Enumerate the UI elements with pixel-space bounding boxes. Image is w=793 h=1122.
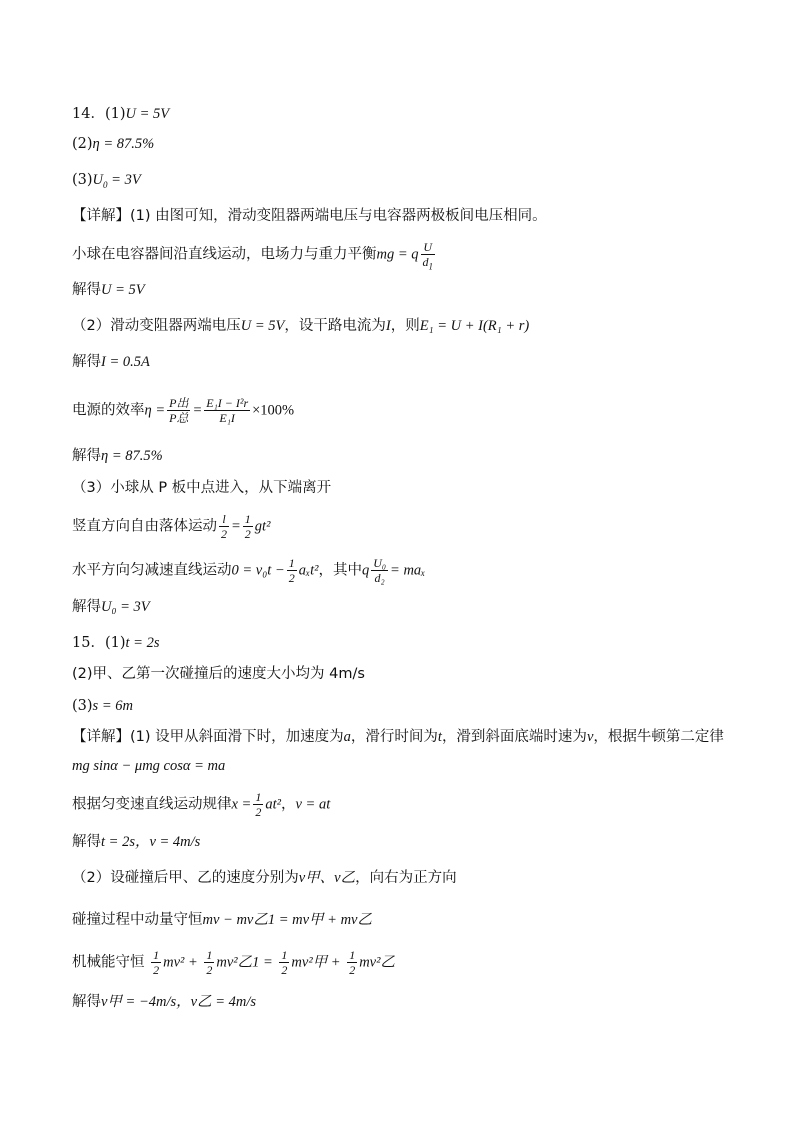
fraction xyxy=(243,512,253,541)
detail-text: （2）设碰撞后甲、乙的速度分别为 xyxy=(72,870,299,886)
equation: v甲 = −4m/s，v乙 = 4m/s xyxy=(101,994,257,1010)
numerator: P出 xyxy=(169,396,189,410)
q14-answer-2-prefix: (2) xyxy=(72,136,93,152)
detail-text: ，其中 xyxy=(318,562,362,579)
detail-text: ，向右为正方向 xyxy=(355,870,457,886)
q14-detail-6 xyxy=(72,396,294,425)
detail-text: 解得 xyxy=(72,599,101,615)
equation: v = at xyxy=(295,796,331,813)
q14-detail-7 xyxy=(72,446,163,466)
q14-detail-8 xyxy=(72,478,331,498)
fraction xyxy=(279,948,289,977)
equation: U₀ = 3V xyxy=(101,599,150,615)
denominator: 2 xyxy=(349,963,356,977)
denominator xyxy=(421,255,436,272)
denominator: 2 xyxy=(153,963,160,977)
q15-detail-5 xyxy=(72,868,457,888)
symbol: a xyxy=(343,729,351,745)
q15-answer-2-text: (2)甲、乙第一次碰撞后的速度大小均为 4m/s xyxy=(72,666,365,682)
equation: t = 2s，v = 4m/s xyxy=(101,834,201,850)
detail-tag: 【详解】 xyxy=(72,729,130,745)
denominator: 2 xyxy=(244,527,251,541)
denominator: E₁I xyxy=(219,411,235,425)
equation: mv²乙 xyxy=(359,954,395,971)
equation: U = 5V xyxy=(101,282,145,298)
detail-text: 解得 xyxy=(72,282,101,298)
equation: U = 5V xyxy=(240,318,285,334)
detail-text: 竖直方向自由落体运动 xyxy=(72,518,217,535)
equation: x = xyxy=(231,796,252,813)
numerator: 1 xyxy=(281,948,288,962)
detail-text: 根据匀变速直线运动规律 xyxy=(72,796,232,813)
symbol: q xyxy=(361,562,370,579)
symbol: t xyxy=(437,729,442,745)
detail-text: 碰撞过程中动量守恒 xyxy=(72,912,203,928)
denominator: 2 xyxy=(281,963,288,977)
symbol: v xyxy=(586,729,594,745)
detail-text: （2）滑动变阻器两端电压 xyxy=(72,318,241,334)
denominator: 2 xyxy=(206,963,213,977)
detail-text: 解得 xyxy=(72,994,101,1010)
q14-answer-3-prefix: (3) xyxy=(72,172,93,188)
q14-detail-5 xyxy=(72,352,150,372)
numerator: E₁I − I²r xyxy=(206,396,249,410)
q15-detail-8 xyxy=(72,992,256,1012)
q15-detail-3 xyxy=(72,790,330,819)
equation: v甲、v乙 xyxy=(298,870,356,886)
q14-answer-3-sub: 0 xyxy=(103,179,108,190)
denominator-symbol: d xyxy=(422,255,429,269)
equation: 0 = v₀t − xyxy=(231,562,285,579)
q14-answer-3-symbol: U xyxy=(92,172,104,188)
numerator: 1 xyxy=(349,948,356,962)
q14-detail-2 xyxy=(72,240,437,272)
equation: at² xyxy=(265,796,281,813)
fraction xyxy=(347,948,357,977)
denominator: P总 xyxy=(169,411,189,425)
fraction xyxy=(204,396,250,425)
equation: mv − mv乙1 = mv甲 + mv乙 xyxy=(202,912,372,928)
equation: = maₓ xyxy=(390,562,426,579)
equation: I = 0.5A xyxy=(101,354,150,370)
numerator: 1 xyxy=(288,556,295,570)
q14-answer-1 xyxy=(72,104,169,124)
equation: mv² + xyxy=(163,954,198,971)
equation: E₁ = U + I(R₁ + r) xyxy=(419,318,530,334)
denominator: 2 xyxy=(288,571,295,585)
q14-answer-2 xyxy=(72,134,154,154)
q14-detail-10 xyxy=(72,556,425,585)
detail-text: 解得 xyxy=(72,354,101,370)
q15-answer-1-eq: t = 2s xyxy=(125,635,160,651)
equals-sign: = xyxy=(192,402,203,419)
q15-detail-1 xyxy=(72,727,724,747)
denominator: d₂ xyxy=(374,571,385,585)
detail-text: 水平方向匀减速直线运动 xyxy=(72,562,232,579)
numerator: 1 xyxy=(255,790,262,804)
equation: mv²乙1 = xyxy=(216,954,273,971)
detail-text: (1) 设甲从斜面滑下时，加速度为 xyxy=(130,729,344,745)
q15-answer-3-prefix: (3) xyxy=(72,698,93,714)
detail-text: 小球在电容器间沿直线运动，电场力与重力平衡 xyxy=(72,246,377,263)
detail-text: ，设干路电流为 xyxy=(284,318,386,334)
denominator-sub: 1 xyxy=(428,261,434,272)
q15-answer-2 xyxy=(72,664,365,684)
numerator: 1 xyxy=(244,512,251,526)
detail-text: （3）小球从 P 板中点进入，从下端离开 xyxy=(72,480,332,496)
equation: η = xyxy=(144,402,166,419)
q15-answer-3-eq: s = 6m xyxy=(92,698,133,714)
q14-answer-3-value: = 3V xyxy=(107,172,141,188)
separator: ， xyxy=(281,796,296,813)
symbol: I xyxy=(385,318,391,334)
numerator: U₀ xyxy=(373,556,387,570)
fraction xyxy=(151,948,161,977)
equation: η = 87.5% xyxy=(101,448,163,464)
q14-number: 14．(1) xyxy=(72,106,126,122)
q14-answer-3 xyxy=(72,170,141,190)
fraction xyxy=(371,556,388,585)
q15-answer-3 xyxy=(72,696,133,716)
q14-answer-2-eq: η = 87.5% xyxy=(92,136,155,152)
q14-detail-3 xyxy=(72,280,145,300)
equals-sign: = xyxy=(231,518,241,535)
equation: mg sinα − μmg cosα = ma xyxy=(72,758,226,774)
equation: ×100% xyxy=(252,402,295,419)
detail-tag: 【详解】 xyxy=(72,208,130,224)
detail-text: 解得 xyxy=(72,834,101,850)
q15-number: 15．(1) xyxy=(72,635,126,651)
numerator: 1 xyxy=(153,948,160,962)
q14-detail-11 xyxy=(72,597,150,617)
numerator: l xyxy=(219,512,229,527)
fraction xyxy=(167,396,190,425)
q15-detail-7 xyxy=(72,948,395,977)
denominator: 2 xyxy=(221,527,227,541)
equation: aₓt² xyxy=(298,562,319,579)
detail-text: (1) 由图可知，滑动变阻器两端电压与电容器两极板间电压相同。 xyxy=(130,208,547,224)
fraction xyxy=(219,512,229,541)
denominator: 2 xyxy=(255,805,262,819)
detail-text: 电源的效率 xyxy=(72,402,145,419)
detail-text: ，滑行时间为 xyxy=(350,729,438,745)
fraction xyxy=(253,790,263,819)
q15-detail-6 xyxy=(72,910,372,930)
detail-text: ，滑到斜面底端时速为 xyxy=(441,729,587,745)
fraction xyxy=(287,556,297,585)
equation: mv²甲 + xyxy=(291,954,341,971)
fraction xyxy=(421,240,436,272)
detail-text: 解得 xyxy=(72,448,101,464)
detail-text: ，根据牛顿第二定律 xyxy=(593,729,724,745)
q14-detail-4 xyxy=(72,316,529,336)
equation: gt² xyxy=(254,518,271,535)
q14-detail-9 xyxy=(72,512,270,541)
q14-detail-1 xyxy=(72,206,547,226)
detail-text: 机械能守恒 xyxy=(72,954,145,971)
equation: mg = q xyxy=(376,246,419,263)
detail-text: ，则 xyxy=(390,318,420,334)
fraction xyxy=(204,948,214,977)
q15-detail-2 xyxy=(72,756,225,776)
numerator: U xyxy=(421,240,436,255)
q14-answer-1-eq: U = 5V xyxy=(125,106,170,122)
q15-detail-4 xyxy=(72,832,200,852)
numerator: 1 xyxy=(206,948,213,962)
q15-answer-1 xyxy=(72,633,159,653)
